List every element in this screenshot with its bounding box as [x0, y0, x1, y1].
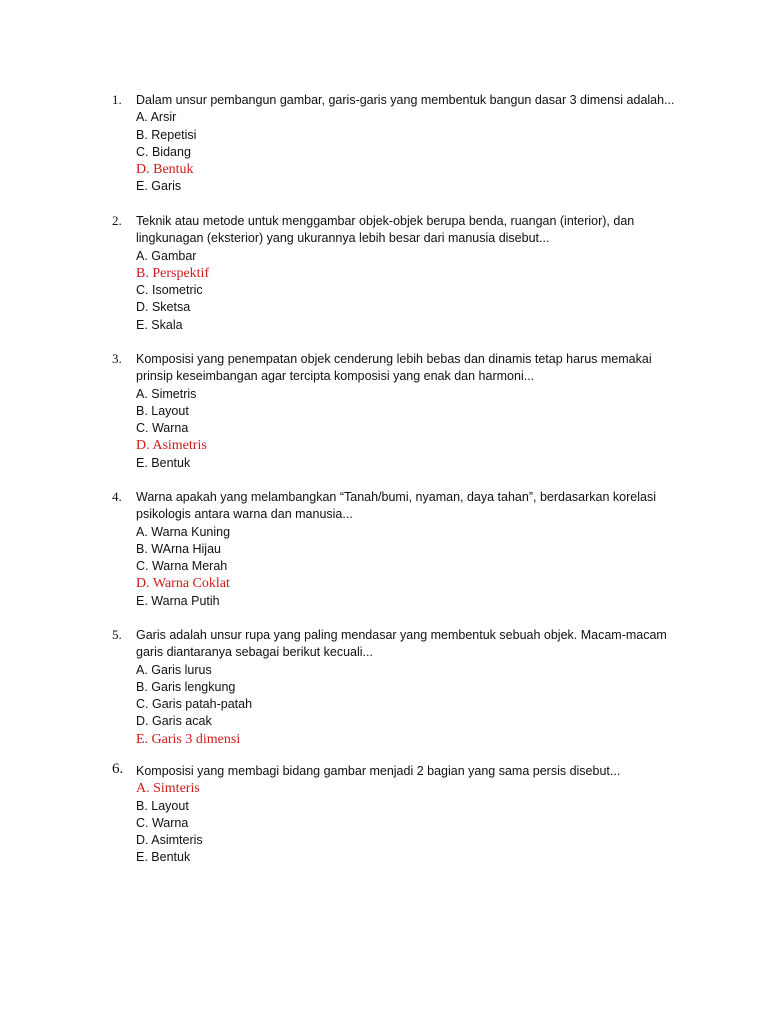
option-b-correct: B. Perspektif [136, 265, 210, 281]
question-number: 6. [112, 761, 124, 777]
option-d-correct: D. Asimetris [136, 438, 207, 454]
option-d: D. Sketsa [136, 300, 191, 315]
question-text: Teknik atau metode untuk menggambar objek-objek berupa benda, ruangan (interior), dan [136, 214, 635, 228]
option-a-correct: A. Simteris [136, 781, 200, 797]
option-e: E. Bentuk [136, 455, 191, 470]
question-4 [112, 489, 692, 610]
option-c: C. Garis patah-patah [136, 697, 253, 712]
option-c: C. Isometric [136, 283, 203, 298]
option-b: B. Layout [136, 798, 189, 813]
option-c: C. Warna Merah [136, 559, 228, 574]
question-number: 5. [112, 627, 122, 642]
option-e: E. Bentuk [136, 850, 191, 865]
question-text: lingkunagan (eksterior) yang ukurannya lebih besar dari manusia disebut... [136, 231, 550, 246]
option-d: D. Asimteris [136, 833, 203, 848]
question-text: Komposisi yang membagi bidang gambar menjadi 2 bagian yang sama persis disebut... [136, 764, 621, 778]
option-e-correct: E. Garis 3 dimensi [136, 731, 241, 747]
question-text: prinsip keseimbangan agar tercipta komposisi yang enak dan harmoni... [136, 369, 535, 384]
option-a: A. Warna Kuning [136, 524, 231, 539]
question-text: psikologis antara warna dan manusia... [136, 507, 353, 522]
question-text: Warna apakah yang melambangkan “Tanah/bumi, nyaman, daya tahan”, berdasarkan korelasi [136, 490, 656, 504]
question-text: Komposisi yang penempatan objek cenderung lebih bebas dan dinamis tetap harus memakai [136, 352, 652, 366]
option-b: B. Layout [136, 403, 189, 418]
question-number: 1. [112, 92, 122, 107]
question-2 [112, 213, 692, 334]
question-text: Dalam unsur pembangun gambar, garis-garis yang membentuk bangun dasar 3 dimensi adalah... [136, 93, 675, 107]
option-b: B. Repetisi [136, 127, 197, 142]
option-b: B. Garis lengkung [136, 679, 236, 694]
option-c: C. Warna [136, 815, 189, 830]
option-a: A. Simetris [136, 386, 197, 401]
option-e: E. Garis [136, 179, 182, 194]
question-number: 4. [112, 489, 122, 504]
option-d: D. Garis acak [136, 714, 212, 729]
question-number: 3. [112, 351, 122, 366]
option-c: C. Warna [136, 421, 189, 436]
question-3 [112, 351, 692, 472]
question-6 [112, 763, 692, 867]
question-5 [112, 627, 692, 748]
option-e: E. Skala [136, 317, 183, 332]
option-d-correct: D. Bentuk [136, 162, 194, 178]
option-a: A. Gambar [136, 248, 197, 263]
option-a: A. Arsir [136, 110, 177, 125]
question-text: garis diantaranya sebagai berikut kecuali... [136, 645, 373, 660]
option-c: C. Bidang [136, 144, 191, 159]
option-b: B. WArna Hijau [136, 541, 221, 556]
question-1 [112, 92, 692, 196]
question-text: Garis adalah unsur rupa yang paling mendasar yang membentuk sebuah objek. Macam-macam [136, 628, 667, 642]
question-number: 2. [112, 213, 122, 228]
option-e: E. Warna Putih [136, 593, 220, 608]
option-d-correct: D. Warna Coklat [136, 576, 230, 592]
option-a: A. Garis lurus [136, 662, 212, 677]
